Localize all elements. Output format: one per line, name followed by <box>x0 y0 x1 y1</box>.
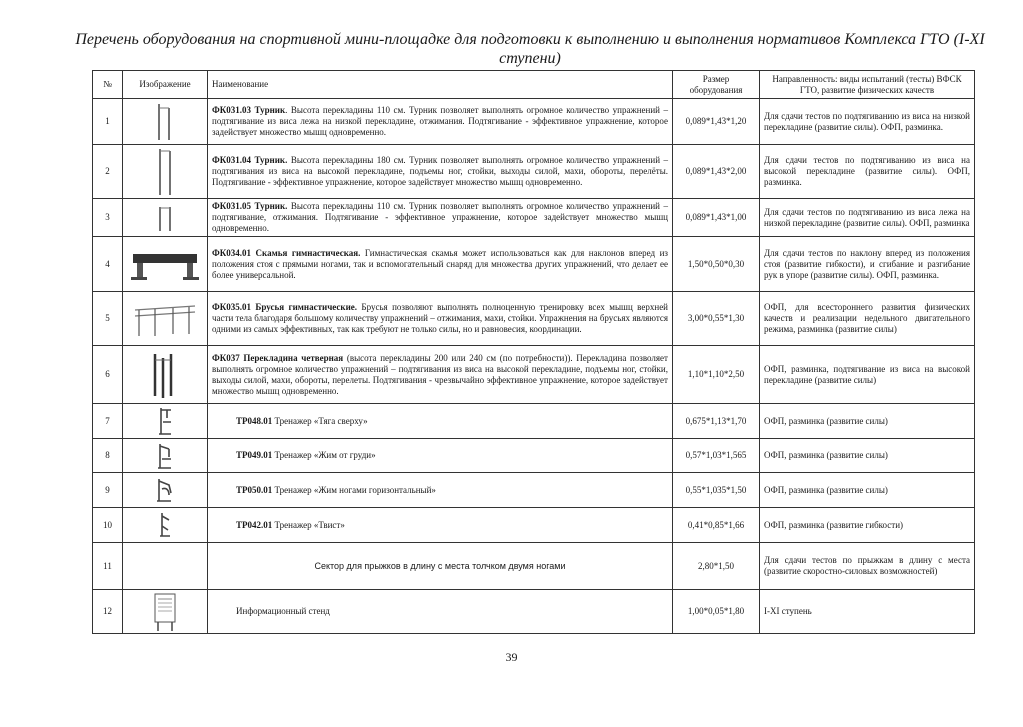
row-direction: Для сдачи тестов по подтягиванию из виса лежа на низкой перекладине (развитие силы). ОФП, разминка <box>760 199 975 237</box>
row-name <box>208 473 673 508</box>
table-row <box>93 439 975 473</box>
equipment-code: ТР048.01 <box>236 415 273 426</box>
equipment-description: Высота перекладины 180 см. Турник позволяет выполнять огромное количество упражнений – подтягивания из виса на высокой перекладине, подъемы ног, стойки, выходы силой, махи, обороты, перелёты. Подтягивание - эффективное упражнение, которое задействует множество мышц одновременно. <box>212 155 668 187</box>
row-direction: I-XI ступень <box>760 590 975 634</box>
table-row <box>93 404 975 439</box>
row-direction: ОФП, разминка (развитие силы) <box>760 404 975 439</box>
pullup-bar-110-low-image <box>123 199 208 237</box>
header-direction: Направленность: виды испытаний (тесты) ВФСК ГТО, развитие физических качеств <box>760 71 975 99</box>
equipment-code: ФК031.03 Турник <box>212 105 286 115</box>
row-number: 10 <box>93 508 123 543</box>
equipment-code: ТР049.01 <box>236 450 273 460</box>
row-size: 3,00*0,55*1,30 <box>673 292 760 346</box>
equipment-code: ФК031.04 Турник. <box>212 155 288 165</box>
leg-press-machine-image <box>123 473 208 508</box>
pullup-bar-110-image <box>123 99 208 145</box>
equipment-code: ТР042.01 <box>236 519 273 530</box>
row-direction: Для сдачи тестов по подтягиванию из виса на низкой перекладине (развитие силы). ОФП, разминка. <box>760 99 975 145</box>
equipment-code: ТР050.01 <box>236 484 273 495</box>
header-size: Размер оборудования <box>673 71 760 99</box>
row-number: 2 <box>93 145 123 199</box>
row-number: 6 <box>93 346 123 404</box>
row-number: 8 <box>93 439 123 473</box>
header-image: Изображение <box>123 71 208 99</box>
page-number: 39 <box>505 650 518 664</box>
quad-bar-image <box>123 346 208 404</box>
row-direction: Для сдачи тестов по подтягиванию из виса на высокой перекладине (развитие силы). ОФП, разминка. <box>760 145 975 199</box>
table-row <box>93 346 975 404</box>
row-direction: Для сдачи тестов по наклону вперед из положения стоя (развитие гибкости), и сгибание и разгибание рук в упоре (развитие силы). ОФП, разминка. <box>760 237 975 292</box>
row-name <box>208 404 673 439</box>
pulldown-machine-image <box>123 404 208 439</box>
table-row <box>93 99 975 145</box>
row-number: 7 <box>93 404 123 439</box>
row-number: 12 <box>93 590 123 634</box>
table-row <box>93 590 975 634</box>
equipment-description: Сектор для прыжков в длину с места толчком двумя ногами <box>314 560 566 571</box>
row-name <box>208 237 673 292</box>
row-number: 5 <box>93 292 123 346</box>
row-name <box>208 145 673 199</box>
equipment-description: Брусья позволяют выполнять полноценную тренировку всех мышц верхней части тела благодаря большому количеству упражнений – отжимания, махи, стойки. Упражнения на брусьях являются одними из самых эффективных, так как требуют не только силы, но и равновесия, координации. <box>212 302 668 334</box>
equipment-description: (высота перекладины 200 или 240 см (по потребности)). Перекладина позволяет выполнять огромное количество упражнений – подтягивания из виса на высокой перекладине, подъемы ног, стойки, выходы силой, махи, обороты, перелеты. Подтягивания - чрезвычайно эффективное упражнение, которое задействует множество мышц одновременно. <box>212 352 668 396</box>
info-stand-image <box>123 590 208 634</box>
row-number: 9 <box>93 473 123 508</box>
equipment-description: Информационный стенд <box>236 606 330 616</box>
row-name <box>208 508 673 543</box>
row-size: 1,50*0,50*0,30 <box>673 237 760 292</box>
table-row <box>93 473 975 508</box>
row-direction: ОФП, разминка, подтягивание из виса на высокой перекладине (развитие силы) <box>760 346 975 404</box>
gym-bench-image <box>123 237 208 292</box>
row-direction: ОФП, для всестороннего развития физических качеств и реализации недельного двигательного режима, разминка (развитие силы) <box>760 292 975 346</box>
row-size: 2,80*1,50 <box>673 543 760 590</box>
chest-press-machine-image <box>123 439 208 473</box>
row-number: 11 <box>93 543 123 590</box>
equipment-description: Тренажер «Тяга сверху» <box>272 415 368 426</box>
row-name <box>208 590 673 634</box>
row-size: 0,55*1,035*1,50 <box>673 473 760 508</box>
equipment-description: Тренажер «Твист» <box>272 519 345 530</box>
row-name <box>208 439 673 473</box>
equipment-description: Тренажер «Жим ногами горизонтальный» <box>272 484 436 495</box>
table-row <box>93 543 975 590</box>
row-name <box>208 99 673 145</box>
row-direction: ОФП, разминка (развитие силы) <box>760 473 975 508</box>
row-direction: Для сдачи тестов по прыжкам в длину с места (развитие скоростно-силовых возможностей) <box>760 543 975 590</box>
row-size: 0,089*1,43*1,20 <box>673 99 760 145</box>
table-row <box>93 199 975 237</box>
row-name <box>208 543 673 590</box>
row-number: 3 <box>93 199 123 237</box>
row-name <box>208 346 673 404</box>
table-row <box>93 237 975 292</box>
table-header-row <box>93 71 975 99</box>
table-row <box>93 508 975 543</box>
equipment-description: Тренажер «Жим от груди» <box>272 450 376 460</box>
row-size: 1,00*0,05*1,80 <box>673 590 760 634</box>
row-direction: ОФП, разминка (развитие силы) <box>760 439 975 473</box>
document-title: Перечень оборудования на спортивной мини-площадке для подготовки к выполнению и выполнения нормативов Комплекса ГТО (I-XI ступени) <box>75 31 985 67</box>
row-name <box>208 199 673 237</box>
row-size: 0,089*1,43*2,00 <box>673 145 760 199</box>
row-size: 1,10*1,10*2,50 <box>673 346 760 404</box>
equipment-code: ФК034.01 Скамья гимнастическая. <box>212 247 361 258</box>
row-size: 0,089*1,43*1,00 <box>673 199 760 237</box>
equipment-description: Гимнастическая скамья может использоваться как для наклонов вперед из положения стоя с прямыми ногами, так и вспомогательный снаряд для множества других упражнений, что делает ее более универсальной. <box>212 247 668 280</box>
equipment-table <box>92 70 975 634</box>
jump-sector-image <box>123 543 208 590</box>
row-size: 0,41*0,85*1,66 <box>673 508 760 543</box>
parallel-bars-image <box>123 292 208 346</box>
row-direction: ОФП, разминка (развитие гибкости) <box>760 508 975 543</box>
equipment-description: . Высота перекладины 110 см. Турник позволяет выполнять огромное количество упражнений – подтягивание из виса лежа на низкой перекладине, отжимания. Подтягивание - эффективное упражнение, которое задействует множество мышц одновременно. <box>212 105 668 137</box>
row-size: 0,675*1,13*1,70 <box>673 404 760 439</box>
row-number: 4 <box>93 237 123 292</box>
equipment-code: ФК031.05 Турник. <box>212 201 288 211</box>
header-num: № <box>93 71 123 99</box>
table-row <box>93 292 975 346</box>
row-name <box>208 292 673 346</box>
table-row <box>93 145 975 199</box>
twist-machine-image <box>123 508 208 543</box>
equipment-code: ФК035.01 Брусья гимнастические. <box>212 302 357 312</box>
equipment-description: Высота перекладины 110 см. Турник позволяет выполнять огромное количество упражнений – подтягивание, отжимания. Подтягивание - эффективное упражнение, которое задействует множество мышц одновременно. <box>212 201 668 233</box>
row-number: 1 <box>93 99 123 145</box>
equipment-code: ФК037 Перекладина четверная <box>212 352 344 363</box>
row-size: 0,57*1,03*1,565 <box>673 439 760 473</box>
header-name: Наименование <box>208 71 673 99</box>
pullup-bar-180-image <box>123 145 208 199</box>
